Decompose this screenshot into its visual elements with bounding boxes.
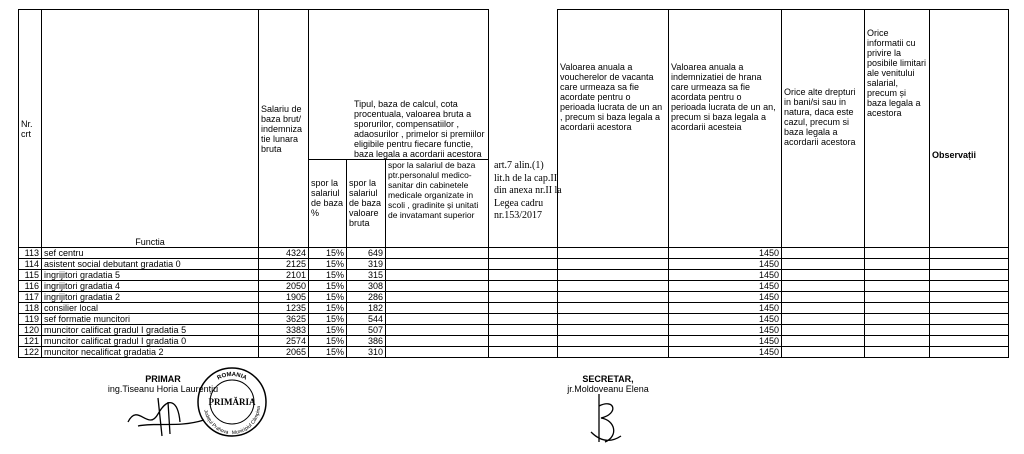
row-spor-val: 310 (347, 347, 386, 358)
row-spor-pct: 15% (309, 270, 347, 281)
row-empty (930, 259, 1009, 270)
row-spor-pct: 15% (309, 292, 347, 303)
row-spor-pct: 15% (309, 314, 347, 325)
row-empty (865, 281, 930, 292)
row-empty (558, 325, 669, 336)
row-empty (386, 259, 489, 270)
row-empty (865, 292, 930, 303)
row-empty (865, 336, 930, 347)
primar-signature-icon (118, 392, 208, 438)
row-spor-val: 649 (347, 248, 386, 259)
row-empty (930, 314, 1009, 325)
row-empty (489, 303, 558, 314)
row-empty (386, 347, 489, 358)
row-salariu: 2101 (259, 270, 309, 281)
table-row (19, 303, 1009, 314)
secretar-signature-block (548, 374, 668, 394)
row-functia: muncitor calificat gradul I gradatia 5 (42, 325, 259, 336)
row-hrana: 1450 (669, 325, 782, 336)
row-empty (930, 303, 1009, 314)
row-nr: 113 (19, 248, 42, 259)
row-spor-val: 315 (347, 270, 386, 281)
row-nr: 115 (19, 270, 42, 281)
row-nr: 116 (19, 281, 42, 292)
row-empty (386, 292, 489, 303)
row-empty (782, 259, 865, 270)
row-nr: 121 (19, 336, 42, 347)
row-salariu: 1905 (259, 292, 309, 303)
row-empty (558, 314, 669, 325)
header-limitari: Orice informatii cu privire la posibile limitari ale venitului salarial, precum și baza legala a acestora (865, 10, 930, 248)
header-tipul: Tipul, baza de calcul, cota procentuala, valoarea bruta a sporurilor, compensatiilor , adaosurilor , primelor si premiilor eligibile pentru fiecare functie, baza legala a acordarii acestora (309, 10, 489, 160)
primar-role: PRIMAR (145, 374, 181, 384)
header-spor-val: spor la salariul de baza valoare bruta (347, 160, 386, 248)
row-empty (386, 314, 489, 325)
header-vouchere: Valoarea anuala a voucherelor de vacanta care urmeaza sa fie acordate pentru o perioada lucrata de un an , precum si baza legala a acordarii acestora (558, 10, 669, 248)
row-empty (558, 270, 669, 281)
row-empty (782, 314, 865, 325)
row-nr: 119 (19, 314, 42, 325)
row-hrana: 1450 (669, 303, 782, 314)
row-spor-pct: 15% (309, 281, 347, 292)
row-hrana: 1450 (669, 270, 782, 281)
row-functia: sef formatie muncitori (42, 314, 259, 325)
row-empty (558, 259, 669, 270)
header-salariu: Salariu de baza brut/ indemniza tie lunara bruta (259, 10, 309, 248)
row-empty (489, 314, 558, 325)
row-functia: ingrijitori gradatia 2 (42, 292, 259, 303)
secretar-role: SECRETAR, (582, 374, 634, 384)
table-row (19, 292, 1009, 303)
table-row (19, 336, 1009, 347)
row-nr: 114 (19, 259, 42, 270)
row-salariu: 3383 (259, 325, 309, 336)
row-salariu: 2065 (259, 347, 309, 358)
row-salariu: 2574 (259, 336, 309, 347)
row-spor-pct: 15% (309, 248, 347, 259)
row-hrana: 1450 (669, 259, 782, 270)
row-nr: 117 (19, 292, 42, 303)
row-spor-pct: 15% (309, 325, 347, 336)
row-functia: ingrijitori gradatia 4 (42, 281, 259, 292)
header-nr-crt: Nr. crt (19, 10, 42, 248)
row-functia: asistent social debutant gradatia 0 (42, 259, 259, 270)
row-empty (930, 292, 1009, 303)
row-empty (386, 281, 489, 292)
table-row (19, 347, 1009, 358)
row-empty (865, 248, 930, 259)
row-empty (782, 303, 865, 314)
table-row (19, 325, 1009, 336)
row-empty (489, 325, 558, 336)
row-salariu: 3625 (259, 314, 309, 325)
row-empty (782, 270, 865, 281)
row-empty (386, 325, 489, 336)
row-empty (489, 259, 558, 270)
stamp-center-text: PRIMĂRIA (208, 397, 256, 407)
row-empty (386, 303, 489, 314)
row-empty (558, 303, 669, 314)
row-empty (489, 347, 558, 358)
official-stamp-icon (196, 366, 268, 438)
row-empty (930, 325, 1009, 336)
row-spor-val: 286 (347, 292, 386, 303)
row-empty (930, 248, 1009, 259)
row-spor-val: 544 (347, 314, 386, 325)
row-empty (489, 292, 558, 303)
row-spor-pct: 15% (309, 259, 347, 270)
row-spor-pct: 15% (309, 336, 347, 347)
row-empty (930, 336, 1009, 347)
row-hrana: 1450 (669, 248, 782, 259)
header-spor-pct: spor la salariul de baza % (309, 160, 347, 248)
row-functia: consilier local (42, 303, 259, 314)
row-empty (386, 270, 489, 281)
row-empty (782, 347, 865, 358)
row-empty (865, 270, 930, 281)
row-empty (865, 314, 930, 325)
row-nr: 118 (19, 303, 42, 314)
row-functia: ingrijitori gradatia 5 (42, 270, 259, 281)
row-empty (865, 325, 930, 336)
row-empty (558, 347, 669, 358)
row-empty (558, 292, 669, 303)
row-hrana: 1450 (669, 314, 782, 325)
row-spor-val: 386 (347, 336, 386, 347)
row-empty (782, 281, 865, 292)
stamp-top-text: ROMANIA (216, 371, 248, 382)
table-row (19, 281, 1009, 292)
table-row (19, 270, 1009, 281)
row-nr: 122 (19, 347, 42, 358)
row-spor-pct: 15% (309, 347, 347, 358)
row-empty (558, 336, 669, 347)
row-empty (558, 281, 669, 292)
row-empty (782, 336, 865, 347)
row-empty (489, 270, 558, 281)
row-empty (782, 325, 865, 336)
row-hrana: 1450 (669, 347, 782, 358)
row-hrana: 1450 (669, 292, 782, 303)
stamp-ring-right: Municipiul Câmpina (231, 405, 263, 437)
legal-reference: art.7 alin.(1) lit.h de la cap.II din anexa nr.II la Legea cadru nr.153/2017 (494, 160, 562, 221)
row-spor-val: 182 (347, 303, 386, 314)
header-observatii: Observații (930, 10, 1009, 248)
row-functia: sef centru (42, 248, 259, 259)
row-empty (865, 303, 930, 314)
table-row (19, 259, 1009, 270)
svg-text:Municipiul Câmpina (232, 406, 262, 436)
row-spor-val: 319 (347, 259, 386, 270)
row-empty (558, 248, 669, 259)
row-salariu: 1235 (259, 303, 309, 314)
header-functia: Functia (42, 10, 259, 248)
row-empty (489, 336, 558, 347)
secretar-signature-icon (585, 392, 625, 450)
row-empty (865, 259, 930, 270)
row-spor-val: 507 (347, 325, 386, 336)
table-row (19, 314, 1009, 325)
row-salariu: 2125 (259, 259, 309, 270)
row-empty (386, 336, 489, 347)
row-empty (782, 248, 865, 259)
row-spor-val: 308 (347, 281, 386, 292)
row-salariu: 2050 (259, 281, 309, 292)
row-hrana: 1450 (669, 281, 782, 292)
row-functia: muncitor necalificat gradatia 2 (42, 347, 259, 358)
row-hrana: 1450 (669, 336, 782, 347)
row-empty (386, 248, 489, 259)
row-empty (489, 281, 558, 292)
row-empty (865, 347, 930, 358)
row-salariu: 4324 (259, 248, 309, 259)
header-alte-drepturi: Orice alte drepturi in bani/si sau in natura, daca este cazul, precum si baza legala a acordarii acestora (782, 10, 865, 248)
header-spor-desc: spor la salariul de baza ptr.personalul medico-sanitar din cabinetele medicale organizate in scoli , gradinite și unitati de invatamant superior (386, 160, 489, 248)
row-empty (930, 281, 1009, 292)
row-functia: muncitor calificat gradul I gradatia 0 (42, 336, 259, 347)
row-nr: 120 (19, 325, 42, 336)
row-empty (930, 270, 1009, 281)
table-row (19, 248, 1009, 259)
row-empty (930, 347, 1009, 358)
stamp-ring-left: Județul Prahova (202, 409, 229, 436)
header-hrana: Valoarea anuala a indemnizatiei de hrana care urmeaza sa fie acordata pentru o perioada lucrata de un an, precum si baza legala a acordarii acesteia (669, 10, 782, 248)
primar-name: ing.Tiseanu Horia Laurențiu (107, 384, 219, 394)
row-empty (782, 292, 865, 303)
row-empty (489, 248, 558, 259)
row-spor-pct: 15% (309, 303, 347, 314)
secretar-name: jr.Moldoveanu Elena (567, 384, 649, 394)
